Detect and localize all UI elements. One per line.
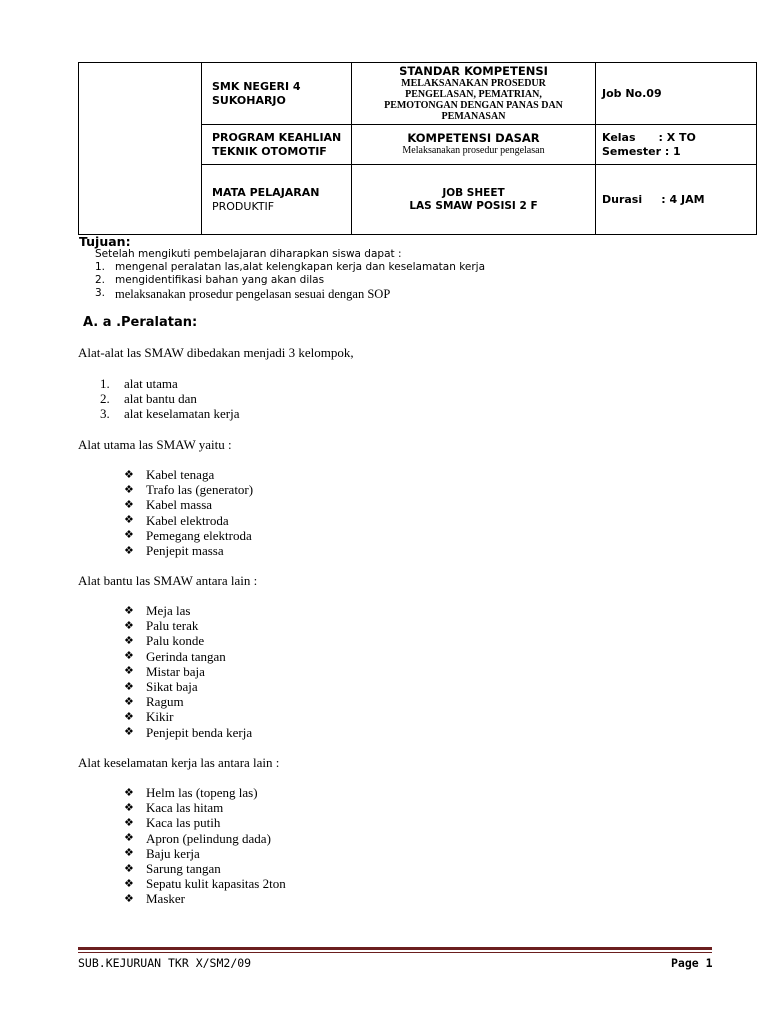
standard-competence-title: STANDAR KOMPETENSI: [399, 64, 548, 78]
basic-competence-cell: [352, 125, 596, 165]
job-sheet-title: JOB SHEET: [442, 186, 505, 199]
basic-competence-title: KOMPETENSI DASAR: [407, 131, 540, 145]
objective-number: 2.: [95, 274, 106, 286]
job-sheet-cell: [352, 165, 596, 235]
program-label: PROGRAM KEAHLIAN: [212, 130, 342, 144]
support-tool-item-text: Sikat baja: [146, 679, 198, 694]
support-tool-item-text: Mistar baja: [146, 663, 205, 679]
main-tool-item-text: Penjepit massa: [146, 543, 224, 558]
basic-competence-text: Melaksanakan prosedur pengelasan: [402, 145, 545, 156]
safety-tool-item-text: Baju kerja: [146, 845, 200, 861]
objective-text: melaksanakan prosedur pengelasan sesuai dengan SOP: [115, 287, 391, 301]
footer-code: SUB.KEJURUAN TKR X/SM2/09: [78, 956, 252, 970]
footer-rule-thin: [78, 952, 712, 953]
support-tool-item: [124, 633, 204, 649]
objectives-heading: Tujuan:: [79, 234, 131, 249]
standard-competence-line: PENGELASAN, PEMATRIAN,: [405, 89, 542, 100]
safety-tool-item: [124, 785, 258, 801]
main-tool-item: [124, 528, 252, 544]
objective-number: 3.: [95, 287, 106, 299]
standard-competence-line: PEMOTONGAN DENGAN PANAS DAN: [384, 100, 563, 111]
diamond-bullet-icon: ❖: [124, 832, 134, 845]
main-tool-item: [124, 543, 224, 559]
objective-item: [95, 274, 324, 286]
support-tool-item: [124, 603, 190, 619]
job-number: Job No.09: [602, 86, 662, 100]
program-name: TEKNIK OTOMOTIF: [212, 144, 327, 158]
school-city: SUKOHARJO: [212, 93, 286, 107]
main-tool-item-text: Kabel elektroda: [146, 512, 229, 528]
support-tool-item: [124, 618, 198, 634]
standard-competence-line: MELAKSANAKAN PROSEDUR: [401, 78, 546, 89]
safety-tool-item-text: Helm las (topeng las): [146, 785, 258, 800]
safety-tools-intro: Alat keselamatan kerja las antara lain :: [78, 755, 280, 770]
group-number: 3.: [100, 406, 110, 421]
diamond-bullet-icon: ❖: [124, 468, 134, 481]
diamond-bullet-icon: ❖: [124, 619, 134, 632]
standard-competence-line: PEMANASAN: [441, 111, 506, 122]
diamond-bullet-icon: ❖: [124, 498, 134, 511]
main-tool-item-text: Pemegang elektroda: [146, 527, 252, 543]
main-tool-item: [124, 497, 212, 513]
diamond-bullet-icon: ❖: [124, 634, 134, 647]
objective-text: mengidentifikasi bahan yang akan dilas: [115, 274, 325, 286]
duration-cell: [596, 165, 757, 235]
group-item: [100, 376, 178, 392]
safety-tool-item-text: Apron (pelindung dada): [146, 830, 271, 846]
support-tool-item: [124, 725, 252, 741]
subject-label: MATA PELAJARAN: [212, 185, 320, 199]
group-text: alat bantu dan: [124, 391, 197, 406]
diamond-bullet-icon: ❖: [124, 862, 134, 875]
support-tool-item-text: Kikir: [146, 709, 174, 725]
diamond-bullet-icon: ❖: [124, 816, 134, 829]
support-tool-item: [124, 694, 184, 710]
support-tool-item: [124, 664, 205, 680]
safety-tool-item: [124, 891, 185, 907]
main-tool-item-text: Kabel tenaga: [146, 467, 215, 482]
diamond-bullet-icon: ❖: [124, 514, 134, 527]
group-number: 1.: [100, 376, 110, 391]
support-tool-item-text: Palu konde: [146, 633, 205, 649]
diamond-bullet-icon: ❖: [124, 801, 134, 814]
safety-tool-item: [124, 846, 200, 862]
section-heading: A. a .Peralatan:: [83, 315, 198, 330]
school-name: SMK NEGERI 4: [212, 79, 301, 93]
job-sheet-subtitle: LAS SMAW POSISI 2 F: [409, 199, 538, 212]
safety-tool-item-text: Masker: [146, 891, 185, 907]
group-text: alat keselamatan kerja: [124, 406, 240, 421]
diamond-bullet-icon: ❖: [124, 544, 134, 557]
group-number: 2.: [100, 391, 110, 406]
diamond-bullet-icon: ❖: [124, 892, 134, 905]
support-tool-item: [124, 709, 173, 725]
header-table: [78, 62, 757, 235]
main-tool-item: [124, 482, 253, 498]
school-cell: [202, 63, 352, 125]
tools-intro: Alat-alat las SMAW dibedakan menjadi 3 kelompok,: [78, 345, 354, 360]
support-tool-item-text: Gerinda tangan: [146, 648, 226, 664]
safety-tool-item: [124, 831, 271, 847]
safety-tool-item-text: Kaca las hitam: [146, 800, 224, 816]
support-tool-item: [124, 679, 198, 695]
diamond-bullet-icon: ❖: [124, 529, 134, 542]
diamond-bullet-icon: ❖: [124, 604, 134, 617]
diamond-bullet-icon: ❖: [124, 695, 134, 708]
main-tool-item-text: Kabel massa: [146, 497, 213, 513]
semester-value: Semester : 1: [602, 144, 681, 158]
support-tool-item-text: Ragum: [146, 694, 184, 710]
support-tool-item-text: Meja las: [146, 603, 191, 618]
diamond-bullet-icon: ❖: [124, 877, 134, 890]
group-item: [100, 406, 240, 422]
objective-number: 1.: [95, 261, 106, 273]
objective-item: [95, 287, 390, 302]
safety-tool-item: [124, 800, 223, 816]
diamond-bullet-icon: ❖: [124, 665, 134, 678]
diamond-bullet-icon: ❖: [124, 710, 134, 723]
safety-tool-item-text: Sepatu kulit kapasitas 2ton: [146, 876, 286, 892]
page-number: Page 1: [671, 956, 713, 970]
logo-cell: [79, 63, 202, 235]
subject-name: PRODUKTIF: [212, 199, 275, 213]
safety-tool-item: [124, 815, 220, 831]
class-value: Kelas : X TO: [602, 130, 696, 144]
class-cell: [596, 125, 757, 165]
footer-rule: [78, 947, 712, 950]
objectives-intro: Setelah mengikuti pembelajaran diharapkan siswa dapat :: [95, 248, 402, 260]
main-tool-item-text: Trafo las (generator): [146, 482, 254, 498]
main-tool-item: [124, 513, 229, 529]
support-tool-item-text: Penjepit benda kerja: [146, 724, 253, 740]
subject-cell: [202, 165, 352, 235]
support-tools-intro: Alat bantu las SMAW antara lain :: [78, 573, 258, 588]
diamond-bullet-icon: ❖: [124, 483, 134, 496]
group-text: alat utama: [124, 376, 178, 391]
program-cell: [202, 125, 352, 165]
support-tool-item: [124, 649, 226, 665]
safety-tool-item-text: Sarung tangan: [146, 861, 221, 876]
duration-value: Durasi : 4 JAM: [602, 192, 705, 206]
group-item: [100, 391, 197, 407]
job-number-cell: [596, 63, 757, 125]
diamond-bullet-icon: ❖: [124, 847, 134, 860]
safety-tool-item: [124, 861, 221, 877]
diamond-bullet-icon: ❖: [124, 680, 134, 693]
support-tool-item-text: Palu terak: [146, 618, 199, 634]
diamond-bullet-icon: ❖: [124, 726, 134, 739]
diamond-bullet-icon: ❖: [124, 786, 134, 799]
objective-item: [95, 261, 485, 273]
safety-tool-item-text: Kaca las putih: [146, 815, 221, 831]
objective-text: mengenal peralatan las,alat kelengkapan kerja dan keselamatan kerja: [115, 261, 486, 273]
diamond-bullet-icon: ❖: [124, 650, 134, 663]
safety-tool-item: [124, 876, 286, 892]
standard-competence-cell: [352, 63, 596, 125]
main-tools-intro: Alat utama las SMAW yaitu :: [78, 437, 232, 452]
main-tool-item: [124, 467, 214, 483]
